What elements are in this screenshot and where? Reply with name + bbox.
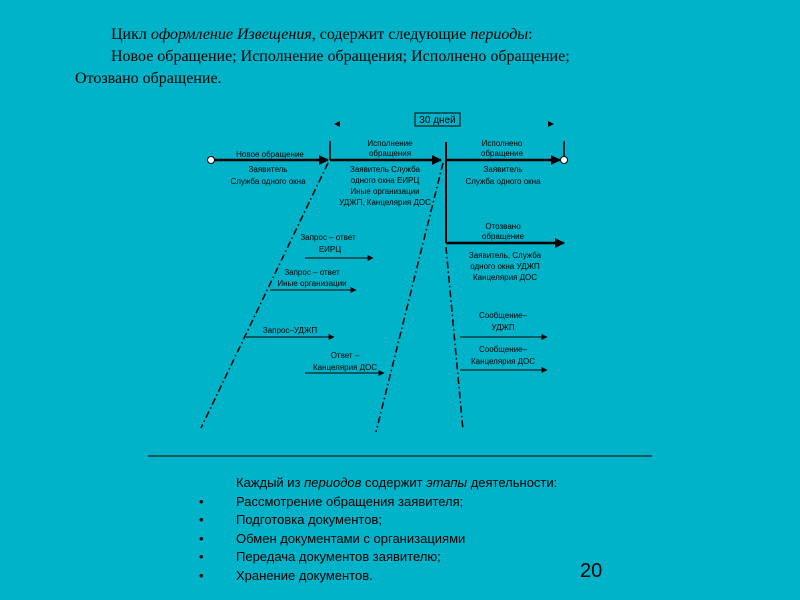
bullet-icon: •	[199, 512, 204, 527]
list-item-text: Обмен документами с организациями	[236, 530, 466, 546]
msg-dos-notice-line-2: Канцелярия ДОС	[470, 357, 536, 366]
state-recall-line-2: обращение	[481, 232, 525, 241]
actors-new-line-1: Заявитель	[248, 165, 288, 174]
stages-list	[195, 493, 675, 586]
stages-heading-a: Каждый из	[236, 475, 305, 490]
msg-udzhp: Запрос–УДЖП	[262, 326, 318, 335]
state-exec-line-2: обращения	[368, 149, 412, 158]
actors-new-line-2: Служба одного окна	[230, 177, 306, 186]
stages-heading-c: содержит	[361, 475, 427, 490]
duration-label: 30 дней	[419, 115, 456, 126]
state-exec-line-1: Исполнение	[367, 139, 413, 148]
activity-stages	[195, 474, 675, 585]
actors-done-line-1: Заявитель	[483, 165, 523, 174]
list-item	[195, 493, 675, 512]
msg-other-orgs-line-2: Иные организации	[277, 279, 347, 288]
duration-arrow-left	[334, 121, 340, 127]
list-item	[195, 511, 675, 530]
stages-periods-word: периодов	[304, 475, 362, 490]
msg-eirc-line-2: ЕИРЦ	[318, 245, 342, 254]
list-item-text: Подготовка документов;	[236, 512, 382, 527]
actors-recall-line-3: Канцелярия ДОС	[472, 273, 538, 282]
duration-arrow-right	[548, 121, 554, 127]
list-item	[195, 567, 675, 586]
page-number: 20	[580, 560, 603, 582]
list-item-text: Хранение документов.	[236, 567, 373, 583]
list-item	[195, 530, 675, 549]
state-new: Новое обращение	[236, 150, 304, 159]
stages-heading	[195, 474, 675, 493]
msg-dos-answer-line-1: Ответ –	[330, 351, 360, 360]
intro-cycle-name: оформление Извещения	[150, 26, 312, 43]
bullet-icon: •	[199, 493, 204, 509]
list-item	[195, 548, 675, 567]
intro-line-1-a: Цикл	[111, 26, 151, 43]
msg-udzhp-notice-line-2: УДЖП	[491, 323, 515, 332]
list-item-text: Передача документов заявителю;	[236, 549, 441, 564]
bullet-icon: •	[199, 549, 204, 564]
state-done-line-2: обращение	[480, 149, 524, 158]
bullet-icon: •	[199, 567, 204, 583]
actors-exec-line-4: УДЖП, Канцелярия ДОС	[339, 198, 431, 207]
lifeline-new	[201, 163, 328, 428]
actors-exec-line-2: одного окна ЕИРЦ	[350, 176, 420, 185]
intro-line-1-c: , содержит следующие	[311, 26, 471, 43]
bullet-icon: •	[199, 530, 204, 546]
msg-dos-notice-line-1: Сообщение–	[479, 345, 527, 354]
stages-stages-word: этапы	[426, 475, 468, 490]
state-done-line-1: Исполнено	[481, 139, 523, 148]
actors-exec-line-1: Заявитель Служба	[350, 165, 420, 174]
actors-recall-line-1: Заявитель, Служба	[468, 251, 542, 260]
list-item-text: Рассмотрение обращения заявителя;	[236, 493, 464, 509]
intro-line-2: Новое обращение; Исполнение обращения; Исполнено обращение;	[111, 48, 570, 65]
msg-other-orgs-line-1: Запрос – ответ	[284, 268, 340, 277]
intro-periods-word: периоды	[470, 26, 529, 43]
intro-line-3: Отозвано обращение.	[75, 70, 222, 87]
actors-exec-line-3: Иные организации	[350, 187, 420, 196]
msg-udzhp-notice-line-1: Сообщение–	[479, 311, 527, 320]
msg-dos-answer-line-2: Канцелярия ДОС	[312, 363, 378, 372]
intro-line-1-e: :	[528, 26, 533, 43]
end-node	[561, 157, 568, 164]
start-node	[208, 157, 215, 164]
msg-eirc-line-1: Запрос – ответ	[300, 233, 356, 242]
stages-heading-e: деятельности:	[467, 475, 558, 490]
state-recall-line-1: Отозвано	[485, 222, 521, 231]
lifeline-done	[446, 247, 463, 430]
actors-done-line-2: Служба одного окна	[465, 177, 541, 186]
actors-recall-line-2: одного окна УДЖП	[470, 262, 540, 271]
